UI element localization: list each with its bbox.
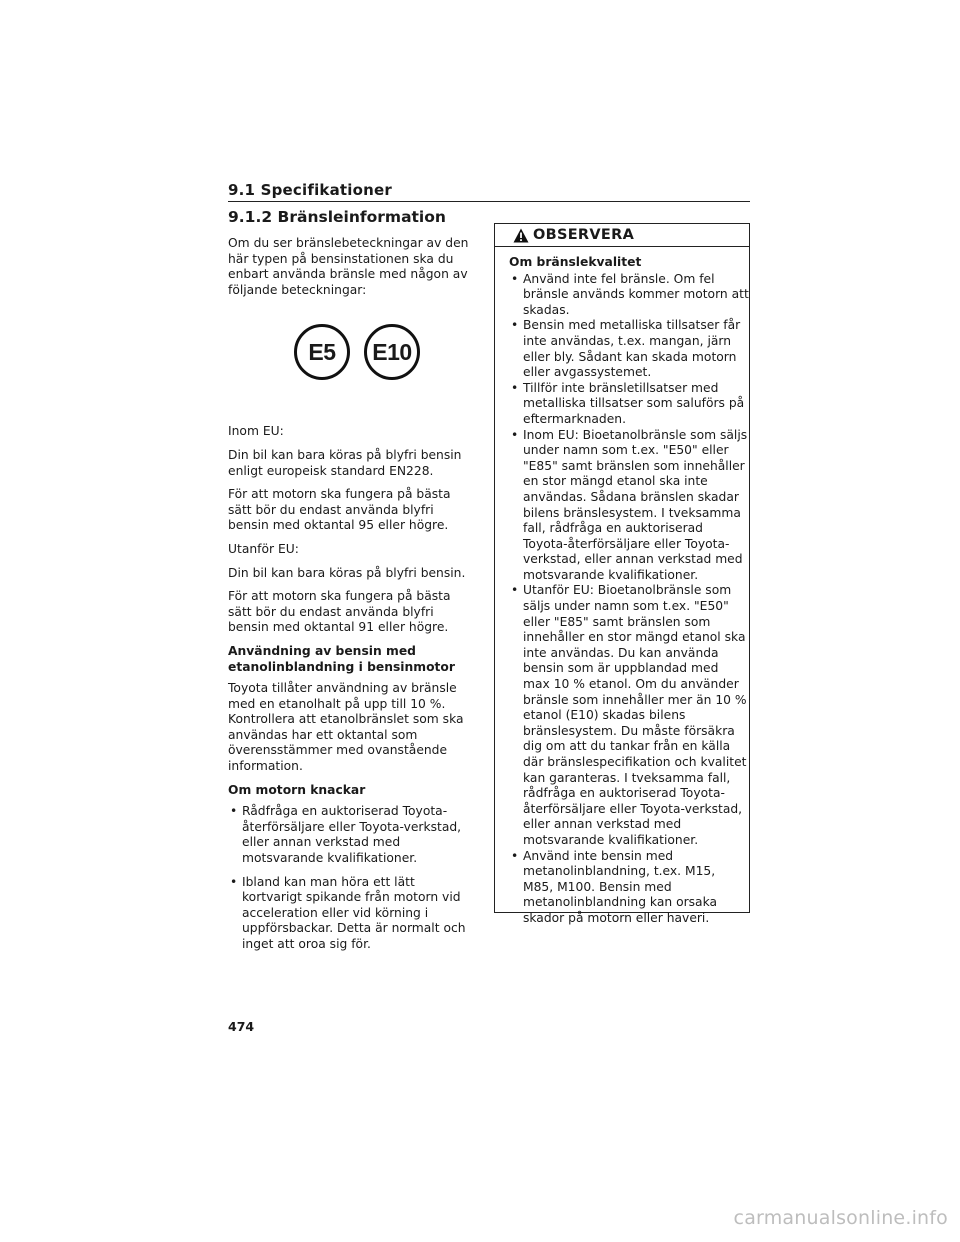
notice-list [509, 272, 749, 927]
e5-fuel-badge: E5 [294, 324, 350, 380]
list-item: • Ibland kan man höra ett lätt kortvarigt spikande från motorn vid acceleration eller vid körning i uppförsbackar. Detta är normalt och inget att oroa sig för. [228, 875, 474, 953]
notice-subheading: Om bränslekvalitet [509, 255, 642, 269]
e10-fuel-badge: E10 [364, 324, 420, 380]
list-item: • Inom EU: Bioetanolbränsle som säljs under namn som t.ex. "E50" eller "E85" samt bränslen som innehåller en stor mängd etanol ska inte användas. Sådana bränslen skadar bilens bränslesystem. I tveksamma fall, rådfråga en auktoriserad Toyota-återförsäljare eller Toyota-verkstad, eller annan verkstad med motsvarande kvalifikationer. [509, 428, 749, 584]
list-item: • Bensin med metalliska tillsatser får inte användas, t.ex. mangan, järn eller bly. Sådant kan skada motorn eller avgassystemet. [509, 318, 749, 380]
knock-list [228, 804, 474, 952]
eu-label: Inom EU: [228, 424, 284, 439]
fuel-label-badges [240, 324, 474, 380]
non-eu-paragraph-2: För att motorn ska fungera på bästa sätt bör du endast använda blyfri bensin med oktantal 91 eller högre. [228, 589, 451, 635]
ethanol-text: Toyota tillåter användning av bränsle med en etanolhalt på upp till 10 %. Kontrollera att etanolbränslet som ska användas har ett oktantal som överensstämmer med ovanstående information. [228, 681, 464, 774]
watermark-link[interactable]: carmanualsonline.info [733, 1207, 948, 1229]
ethanol-heading: Användning av bensin med etanolinblandning i bensinmotor [228, 643, 455, 674]
section-header [228, 180, 750, 202]
eu-paragraph-2: För att motorn ska fungera på bästa sätt bör du endast använda blyfri bensin med oktantal 95 eller högre. [228, 487, 451, 533]
main-column [228, 208, 474, 961]
non-eu-label: Utanför EU: [228, 541, 299, 556]
knock-heading: Om motorn knackar [228, 782, 366, 797]
notice-body [495, 247, 749, 927]
warning-triangle-icon [513, 228, 529, 243]
list-item: • Tillför inte bränsletillsatser med metalliska tillsatser som saluförs på eftermarknaden. [509, 381, 749, 428]
list-item: • Utanför EU: Bioetanolbränsle som säljs under namn som t.ex. "E50" eller "E85" samt bränslen som innehåller en stor mängd etanol ska inte användas. Du kan använda bensin som är uppblandad med max 10 % etanol. Om du använder bränsle som innehåller mer än 10 % etanol (E10) skadas bilens bränslesystem. Du måste försäkra dig om att du tankar från en källa där bränslespecifikation och kvalitet kan garanteras. I tveksamma fall, rådfråga en auktoriserad Toyota-återförsäljare eller Toyota-verkstad, eller annan verkstad med motsvarande kvalifikationer. [509, 583, 749, 848]
notice-title: OBSERVERA [533, 227, 635, 243]
list-item: • Använd inte bensin med metanolinblandning, t.ex. M15, M85, M100. Bensin med metanolinblandning kan orsaka skador på motorn eller haveri. [509, 849, 749, 927]
notice-header [495, 224, 749, 247]
page-title: 9.1.2 Bränsleinformation [228, 208, 446, 226]
list-item: • Rådfråga en auktoriserad Toyota-återförsäljare eller Toyota-verkstad, eller annan verkstad med motsvarande kvalifikationer. [228, 804, 474, 866]
page-number: 474 [228, 1019, 255, 1034]
section-title-header: 9.1 Specifikationer [228, 181, 392, 199]
list-item: • Använd inte fel bränsle. Om fel bränsle används kommer motorn att skadas. [509, 272, 749, 319]
intro-text: Om du ser bränslebeteckningar av den här typen på bensinstationen ska du enbart använda bränsle med någon av följande beteckningar: [228, 236, 469, 297]
caution-notice-box [494, 223, 750, 925]
non-eu-paragraph-1: Din bil kan bara köras på blyfri bensin. [228, 565, 466, 580]
eu-paragraph-1: Din bil kan bara köras på blyfri bensin enligt europeisk standard EN228. [228, 447, 462, 478]
